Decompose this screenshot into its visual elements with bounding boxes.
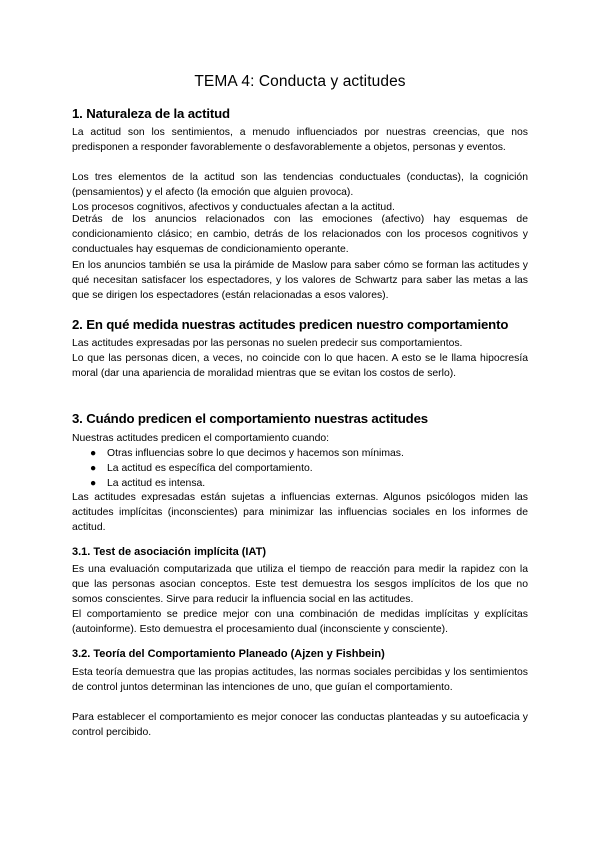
subsection-heading-3-2: 3.2. Teoría del Comportamiento Planeado (Ajzen y Fishbein) [72, 648, 385, 660]
paragraph: La actitud son los sentimientos, a menudo influenciados por nuestras creencias, que nos predisponen a responder favorablemente o desfavorablemente a objetos, personas y eventos. [72, 127, 528, 153]
list-item: ● Otras influencias sobre lo que decimos y hacemos son mínimas. [90, 448, 404, 459]
bullet-icon: ● [90, 448, 97, 459]
bullet-icon: ● [90, 463, 97, 474]
section-heading-2: 2. En qué medida nuestras actitudes predicen nuestro comportamiento [72, 317, 509, 332]
paragraph: Detrás de los anuncios relacionados con las emociones (afectivo) hay esquemas de condicionamiento clásico; en cambio, detrás de los relacionados con los procesos cognitivos y conductuales hay esquemas de condicionamiento operante. [72, 214, 528, 255]
paragraph: Las actitudes expresadas están sujetas a influencias externas. Algunos psicólogos miden las actitudes implícitas (inconscientes) para minimizar las influencias sociales en los informes de actitud. [72, 492, 528, 533]
paragraph: Nuestras actitudes predicen el comportamiento cuando: [72, 433, 330, 444]
list-item: ● La actitud es intensa. [90, 478, 206, 489]
paragraph: Para establecer el comportamiento es mejor conocer las conductas planteadas y su autoeficacia y control percibido. [72, 712, 528, 738]
paragraph: El comportamiento se predice mejor con una combinación de medidas implícitas y explícitas (autoinforme). Esto demuestra el procesamiento dual (inconsciente y consciente). [72, 609, 528, 635]
section-heading-3: 3. Cuándo predicen el comportamiento nuestras actitudes [72, 411, 428, 426]
paragraph: Lo que las personas dicen, a veces, no coincide con lo que hacen. A esto se le llama hipocresía moral (dar una apariencia de moralidad mientras que se evitan los costos de serlo). [72, 353, 528, 379]
list-item: ● La actitud es específica del comportamiento. [90, 463, 313, 474]
paragraph: Las actitudes expresadas por las personas no suelen predecir sus comportamientos. [72, 338, 463, 349]
paragraph: Los procesos cognitivos, afectivos y conductuales afectan a la actitud. [72, 202, 395, 213]
section-heading-1: 1. Naturaleza de la actitud [72, 106, 230, 121]
subsection-heading-3-1: 3.1. Test de asociación implícita (IAT) [72, 546, 266, 558]
page-title: TEMA 4: Conducta y actitudes [194, 73, 406, 90]
paragraph: Esta teoría demuestra que las propias actitudes, las normas sociales percibidas y los sentimientos de control juntos determinan las intenciones de uno, que guían el comportamiento. [72, 667, 528, 693]
paragraph: Es una evaluación computarizada que utiliza el tiempo de reacción para medir la rapidez con la que las personas asocian conceptos. Este test demuestra los sesgos implícitos de los que no somos conscientes. Sirve para reducir la influencia social en las actitudes. [72, 564, 528, 605]
bullet-icon: ● [90, 478, 97, 489]
paragraph: Los tres elementos de la actitud son las tendencias conductuales (conductas), la cognición (pensamientos) y el afecto (la emoción que alguien provoca). [72, 172, 528, 198]
bullet-list [72, 446, 528, 491]
paragraph: En los anuncios también se usa la pirámide de Maslow para saber cómo se forman las actitudes y qué necesitan satisfacer los espectadores, y los valores de Schwartz para saber las metas a las que se dirigen los espectadores (están relacionadas a esos valores). [72, 260, 528, 301]
